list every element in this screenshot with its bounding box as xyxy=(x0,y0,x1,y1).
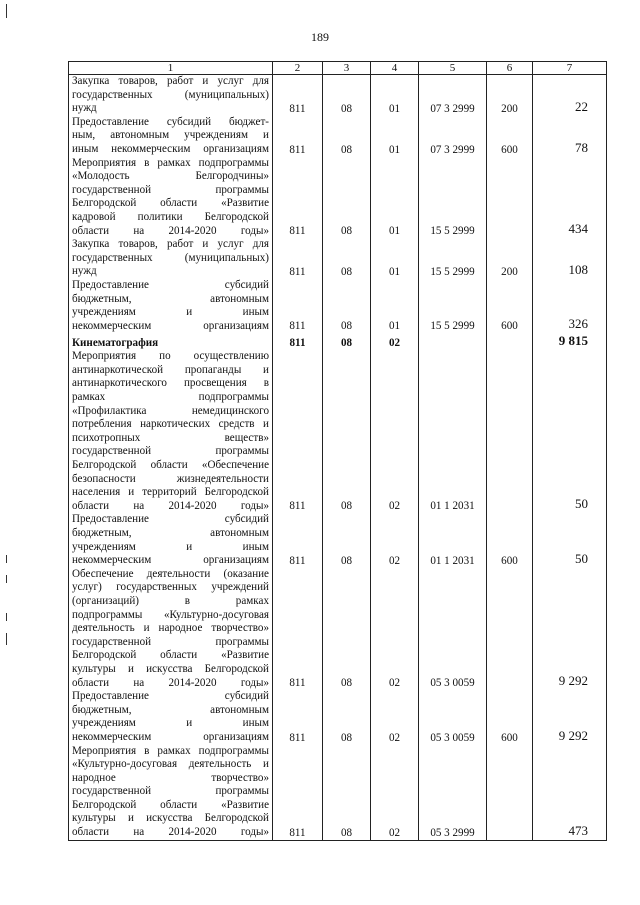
cell-c6: 200 xyxy=(487,75,533,116)
cell-c2: 811 xyxy=(273,690,323,744)
cell-c4: 02 xyxy=(371,690,419,744)
description-line: государственных (муниципальных) xyxy=(72,88,269,101)
cell-c2: 811 xyxy=(273,116,323,157)
description-line: Белгородской области «Развитие xyxy=(72,798,269,811)
header-col-1: 1 xyxy=(69,62,273,75)
description-line: некоммерческим организациям xyxy=(72,554,269,567)
cell-c2: 811 xyxy=(273,157,323,239)
header-col-4: 4 xyxy=(371,62,419,75)
header-col-2: 2 xyxy=(273,62,323,75)
cell-c4: 02 xyxy=(371,745,419,841)
cell-c3: 08 xyxy=(323,116,371,157)
description-line: потребления наркотических средств и xyxy=(72,418,269,431)
table-row xyxy=(69,157,607,239)
row-description xyxy=(69,333,273,350)
cell-c6 xyxy=(487,745,533,841)
description-line: (организаций) в рамках xyxy=(72,594,269,607)
cell-c3: 08 xyxy=(323,690,371,744)
cell-c4: 02 xyxy=(371,350,419,513)
table-row xyxy=(69,513,607,567)
cell-c5: 15 5 2999 xyxy=(419,279,487,333)
description-line: культуры и искусства Белгородской xyxy=(72,812,269,825)
description-line: бюджетным, автономным xyxy=(72,527,269,539)
row-description xyxy=(69,568,273,690)
row-description xyxy=(69,745,273,841)
description-line: области на 2014-2020 годы» xyxy=(72,224,269,237)
cell-c3: 08 xyxy=(323,333,371,350)
table-row xyxy=(69,116,607,157)
cell-c7: 9 292 xyxy=(533,690,607,744)
description-line: Белгородской области «Развитие xyxy=(72,649,269,662)
description-line: некоммерческим организациям xyxy=(72,730,269,743)
cell-c5: 05 3 2999 xyxy=(419,745,487,841)
description-line: государственной программы xyxy=(72,183,269,196)
cell-c5: 01 1 2031 xyxy=(419,513,487,567)
cell-c4: 01 xyxy=(371,238,419,279)
description-line: государственных (муниципальных) xyxy=(72,251,269,264)
table-row xyxy=(69,350,607,513)
cell-c6: 600 xyxy=(487,513,533,567)
table-row xyxy=(69,568,607,690)
row-description xyxy=(69,513,273,567)
header-col-6: 6 xyxy=(487,62,533,75)
cell-c5: 05 3 0059 xyxy=(419,690,487,744)
cell-c3: 08 xyxy=(323,279,371,333)
description-line: иным некоммерческим организациям xyxy=(72,142,269,155)
header-col-3: 3 xyxy=(323,62,371,75)
cell-c3: 08 xyxy=(323,75,371,116)
cell-c7: 108 xyxy=(533,238,607,279)
cell-c4: 02 xyxy=(371,513,419,567)
description-line: нужд xyxy=(72,265,97,278)
cell-c4: 02 xyxy=(371,568,419,690)
description-line: Мероприятия в рамках подпрограммы xyxy=(72,156,269,169)
cell-c6: 600 xyxy=(487,279,533,333)
scan-margin-marks xyxy=(6,0,10,905)
description-line: учреждениям и иным xyxy=(72,306,269,319)
cell-c7: 434 xyxy=(533,157,607,239)
cell-c2: 811 xyxy=(273,333,323,350)
row-description xyxy=(69,279,273,333)
cell-c5: 15 5 2999 xyxy=(419,157,487,239)
cell-c7: 22 xyxy=(533,75,607,116)
table-row xyxy=(69,745,607,841)
cell-c5: 01 1 2031 xyxy=(419,350,487,513)
cell-c7: 50 xyxy=(533,350,607,513)
description-line: бюджетным, автономным xyxy=(72,703,269,716)
cell-c7: 9 292 xyxy=(533,568,607,690)
cell-c4: 01 xyxy=(371,157,419,239)
header-col-7: 7 xyxy=(533,62,607,75)
description-line: области на 2014-2020 годы» xyxy=(72,499,269,512)
cell-c2: 811 xyxy=(273,238,323,279)
description-line: области на 2014-2020 годы» xyxy=(72,826,269,839)
cell-c3: 08 xyxy=(323,350,371,513)
description-line: нужд xyxy=(72,102,97,115)
cell-c7: 326 xyxy=(533,279,607,333)
description-line: государственной программы xyxy=(72,635,269,648)
page-number: 189 xyxy=(311,30,329,44)
table-row xyxy=(69,75,607,116)
description-line: подпрограммы «Культурно-досуговая xyxy=(72,608,269,621)
header-col-5: 5 xyxy=(419,62,487,75)
description-line: Предоставление субсидий xyxy=(72,690,269,703)
cell-c4: 02 xyxy=(371,333,419,350)
table-row xyxy=(69,690,607,744)
description-line: Закупка товаров, работ и услуг для xyxy=(72,238,269,251)
cell-c5: 07 3 2999 xyxy=(419,75,487,116)
row-description xyxy=(69,350,273,513)
cell-c5: 07 3 2999 xyxy=(419,116,487,157)
description-line: деятельность и народное творчество» xyxy=(72,622,269,635)
cell-c6: 600 xyxy=(487,116,533,157)
description-line: безопасности жизнедеятельности xyxy=(72,472,269,485)
table-header-row xyxy=(69,62,607,75)
table-row xyxy=(69,333,607,350)
row-description xyxy=(69,75,273,116)
description-line: Белгородской области «Обеспечение xyxy=(72,459,269,472)
description-line: учреждениям и иным xyxy=(72,717,269,730)
description-line: Мероприятия в рамках подпрограммы xyxy=(72,744,269,757)
cell-c7: 9 815 xyxy=(533,333,607,350)
description-line: Закупка товаров, работ и услуг для xyxy=(72,75,269,87)
row-description xyxy=(69,238,273,279)
cell-c4: 01 xyxy=(371,75,419,116)
description-line: «Культурно-досуговая деятельность и xyxy=(72,758,269,771)
description-line: кадровой политики Белгородской xyxy=(72,210,269,223)
row-description xyxy=(69,690,273,744)
description-line: области на 2014-2020 годы» xyxy=(72,676,269,689)
table-body xyxy=(69,75,607,841)
description-line: культуры и искусства Белгородской xyxy=(72,662,269,675)
description-line: бюджетным, автономным xyxy=(72,292,269,305)
description-line: учреждениям и иным xyxy=(72,540,269,553)
cell-c2: 811 xyxy=(273,75,323,116)
description-line: психотропных веществ» xyxy=(72,431,269,444)
cell-c3: 08 xyxy=(323,238,371,279)
cell-c6 xyxy=(487,333,533,350)
cell-c3: 08 xyxy=(323,157,371,239)
description-line: ным, автономным учреждениям и xyxy=(72,129,269,142)
cell-c2: 811 xyxy=(273,279,323,333)
description-line: Мероприятия по осуществлению xyxy=(72,350,269,363)
description-line: «Профилактика немедицинского xyxy=(72,404,269,417)
row-description xyxy=(69,116,273,157)
cell-c3: 08 xyxy=(323,745,371,841)
cell-c6: 600 xyxy=(487,690,533,744)
description-line: населения и территорий Белгородской xyxy=(72,486,269,499)
description-line: Предоставление субсидий xyxy=(72,513,269,526)
description-line: государственной программы xyxy=(72,785,269,798)
description-line: антинаркотического просвещения в xyxy=(72,377,269,390)
cell-c7: 78 xyxy=(533,116,607,157)
cell-c6 xyxy=(487,568,533,690)
table-row xyxy=(69,279,607,333)
cell-c2: 811 xyxy=(273,513,323,567)
cell-c4: 01 xyxy=(371,279,419,333)
cell-c5 xyxy=(419,333,487,350)
description-line: Предоставление субсидий бюджет- xyxy=(72,115,269,128)
description-line: некоммерческим организациям xyxy=(72,319,269,332)
description-line: Предоставление субсидий xyxy=(72,278,269,291)
description-line: народное творчество» xyxy=(72,771,269,784)
cell-c7: 473 xyxy=(533,745,607,841)
description-line: государственной программы xyxy=(72,445,269,458)
table-row xyxy=(69,238,607,279)
description-line: Обеспечение деятельности (оказание xyxy=(72,567,269,580)
description-line: рамках подпрограммы xyxy=(72,391,269,404)
cell-c5: 15 5 2999 xyxy=(419,238,487,279)
description-line: услуг) государственных учреждений xyxy=(72,581,269,594)
cell-c5: 05 3 0059 xyxy=(419,568,487,690)
description-line: антинаркотической пропаганды и xyxy=(72,363,269,376)
cell-c2: 811 xyxy=(273,350,323,513)
cell-c6 xyxy=(487,157,533,239)
cell-c2: 811 xyxy=(273,745,323,841)
cell-c3: 08 xyxy=(323,513,371,567)
cell-c2: 811 xyxy=(273,568,323,690)
cell-c3: 08 xyxy=(323,568,371,690)
row-description xyxy=(69,157,273,239)
description-line: «Молодость Белгородчины» xyxy=(72,170,269,183)
cell-c6: 200 xyxy=(487,238,533,279)
cell-c7: 50 xyxy=(533,513,607,567)
budget-table xyxy=(68,61,607,841)
description-line: Белгородской области «Развитие xyxy=(72,197,269,210)
cell-c6 xyxy=(487,350,533,513)
cell-c4: 01 xyxy=(371,116,419,157)
description-line: Кинематография xyxy=(72,336,159,349)
